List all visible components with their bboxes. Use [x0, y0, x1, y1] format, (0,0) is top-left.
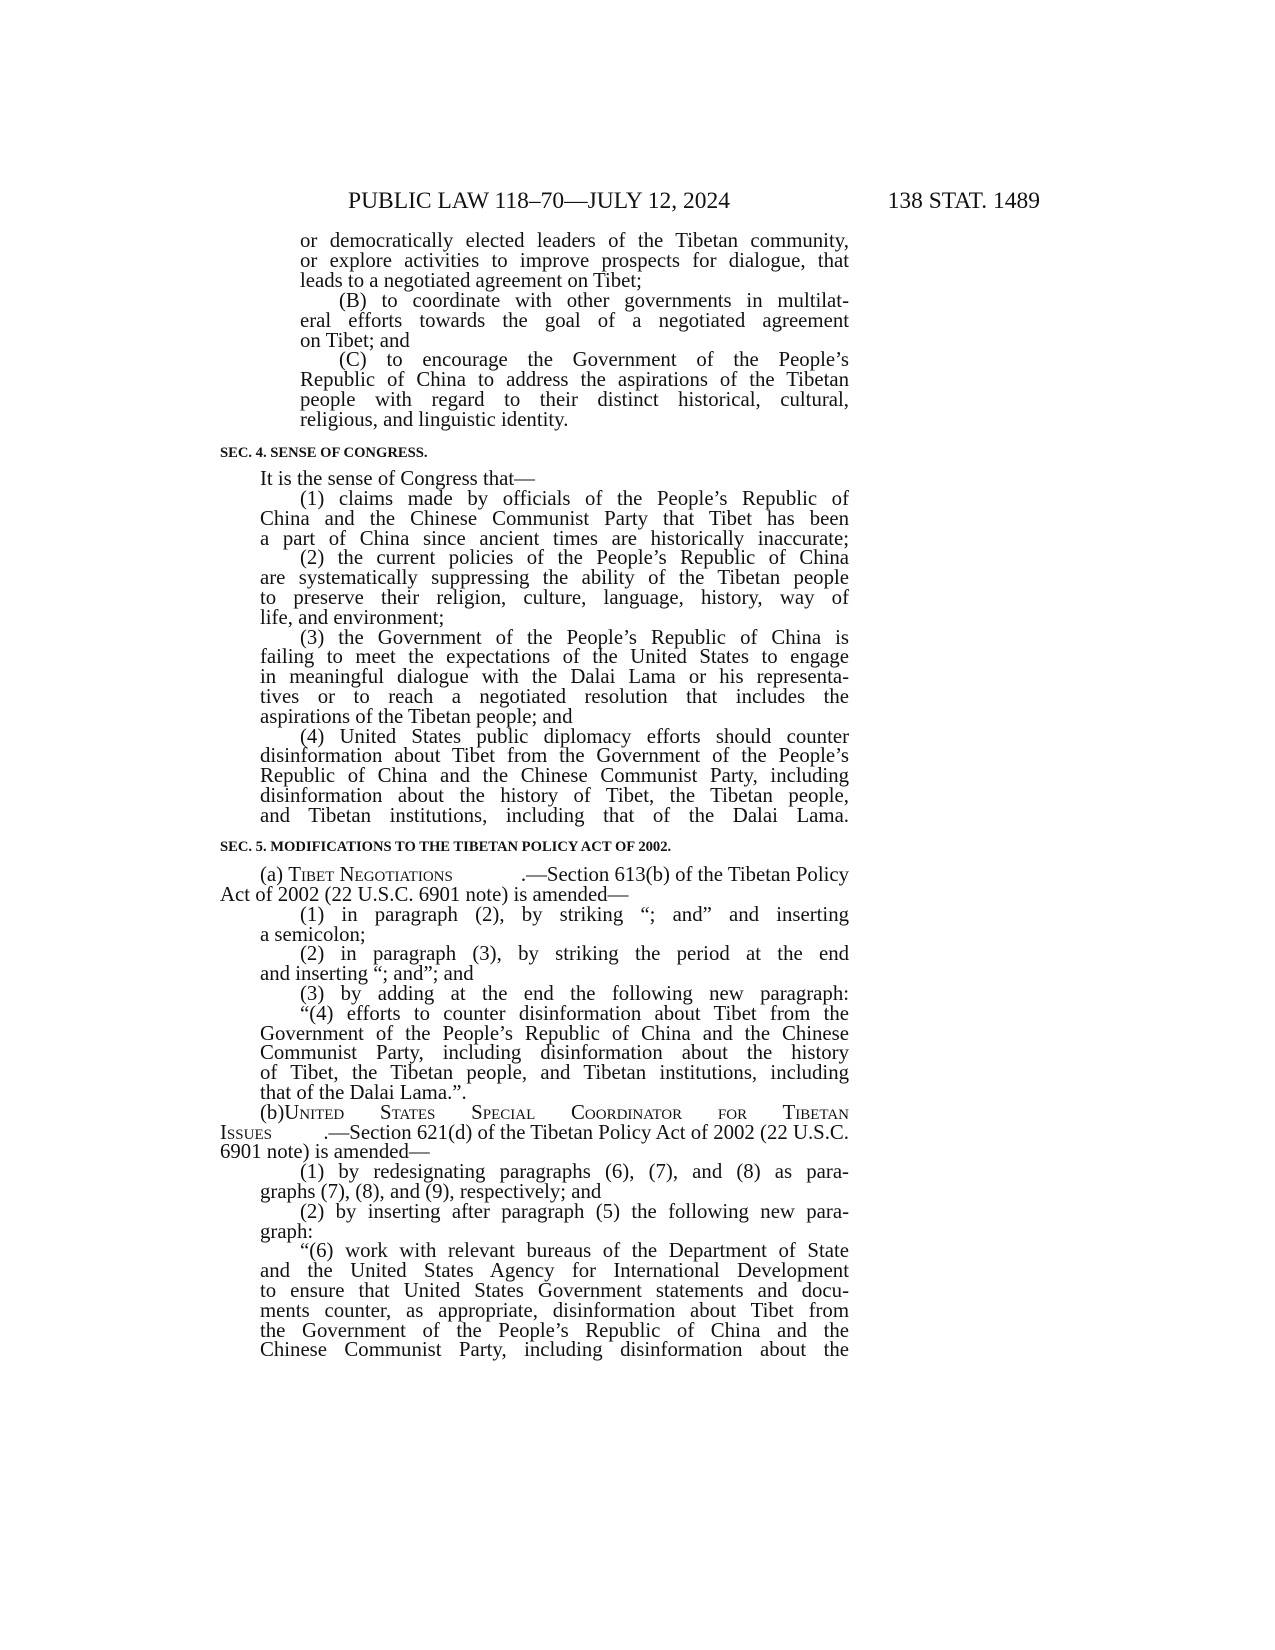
text-line: on Tibet; and [300, 329, 410, 352]
text-line: failing to meet the expectations of the United States to engage [260, 645, 849, 668]
text-line: and inserting “; and”; and [260, 962, 474, 985]
subsection-a-line [260, 864, 849, 885]
subsection-b-heading: United States Special Coordinator for Tibetan [284, 1101, 849, 1124]
text-line: of Tibet, the Tibetan people, and Tibetan institutions, including [260, 1061, 849, 1084]
section-5-heading: SEC. 5. MODIFICATIONS TO THE TIBETAN POLICY ACT OF 2002. [220, 839, 672, 855]
paragraph-4: (4) United States public diplomacy efforts should counter [300, 725, 849, 748]
text-line: people with regard to their distinct historical, cultural, [300, 388, 849, 411]
text-line: are systematically suppressing the ability of the Tibetan people [260, 566, 849, 589]
text-line: a part of China since ancient times are historically inaccurate; [260, 527, 849, 550]
text-line: and the United States Agency for International Development [260, 1259, 849, 1282]
section-4-heading: SEC. 4. SENSE OF CONGRESS. [220, 445, 428, 461]
text-line: ments counter, as appropriate, disinformation about Tibet from [260, 1299, 849, 1322]
text-line: tives or to reach a negotiated resolution that includes the [260, 685, 849, 708]
subsection-b-heading-end: Issues [220, 1121, 272, 1144]
text-line: a semicolon; [260, 923, 366, 946]
text-line: and Tibetan institutions, including that of the Dalai Lama. [260, 804, 849, 827]
quoted-paragraph-6: “(6) work with relevant bureaus of the Department of State [300, 1239, 849, 1262]
text-line: leads to a negotiated agreement on Tibet; [300, 269, 642, 292]
clause-b: (B) to coordinate with other governments in multilat- [339, 289, 849, 312]
text-line: It is the sense of Congress that— [260, 467, 535, 490]
text-line: eral efforts towards the goal of a negotiated agreement [300, 309, 849, 332]
text-line: religious, and linguistic identity. [300, 408, 569, 431]
text-line: in meaningful dialogue with the Dalai Lama or his representa- [260, 665, 849, 688]
text-line: aspirations of the Tibetan people; and [260, 705, 573, 728]
paragraph-2: (2) the current policies of the People’s Republic of China [300, 546, 849, 569]
text-line: 6901 note) is amended— [220, 1140, 430, 1163]
clause-c: (C) to encourage the Government of the People’s [339, 348, 849, 371]
paragraph-1: (1) claims made by officials of the People’s Republic of [300, 487, 849, 510]
amendment-3: (3) by adding at the end the following new paragraph: [300, 982, 849, 1005]
subsection-a-heading: Tibet Negotiations [288, 863, 453, 886]
amendment-b-2: (2) by inserting after paragraph (5) the following new para- [300, 1200, 849, 1223]
text-line: Republic of China and the Chinese Communist Party, including [260, 764, 849, 787]
statute-page-number: 138 STAT. 1489 [887, 188, 1040, 214]
subsection-b-label: (b) [260, 1101, 285, 1124]
paragraph-3: (3) the Government of the People’s Republic of China is [300, 626, 849, 649]
amendment-1: (1) in paragraph (2), by striking “; and” and inserting [300, 903, 849, 926]
text-line: Communist Party, including disinformation about the history [260, 1041, 849, 1064]
page-header [348, 186, 1040, 216]
text-line: or explore activities to improve prospects for dialogue, that [300, 249, 849, 272]
subsection-b-line [260, 1102, 849, 1123]
text-line: that of the Dalai Lama.”. [260, 1081, 467, 1104]
text-line: graph: [260, 1220, 314, 1243]
text-line: Government of the People’s Republic of China and the Chinese [260, 1022, 849, 1045]
public-law-title: PUBLIC LAW 118–70—JULY 12, 2024 [348, 188, 730, 214]
text-line: to ensure that United States Government statements and docu- [260, 1279, 849, 1302]
text-line: China and the Chinese Communist Party that Tibet has been [260, 507, 849, 530]
text-line: the Government of the People’s Republic of China and the [260, 1319, 849, 1342]
text-line: graphs (7), (8), and (9), respectively; and [260, 1180, 602, 1203]
subsection-b-text: .—Section 621(d) of the Tibetan Policy Act of 2002 (22 U.S.C. [323, 1121, 849, 1144]
subsection-a-text: .—Section 613(b) of the Tibetan Policy [520, 863, 849, 886]
amendment-2: (2) in paragraph (3), by striking the period at the end [300, 942, 849, 965]
subsection-a-label: (a) Tibet Negotiations [260, 863, 453, 886]
quoted-paragraph-4: “(4) efforts to counter disinformation about Tibet from the [300, 1002, 849, 1025]
text-line: life, and environment; [260, 606, 445, 629]
text-line: Republic of China to address the aspirations of the Tibetan [300, 368, 849, 391]
text-line: Chinese Communist Party, including disinformation about the [260, 1338, 849, 1361]
text-line: Act of 2002 (22 U.S.C. 6901 note) is amended— [220, 883, 629, 906]
text-line: disinformation about Tibet from the Government of the People’s [260, 744, 849, 767]
text-line: or democratically elected leaders of the Tibetan community, [300, 229, 849, 252]
text-line: disinformation about the history of Tibet, the Tibetan people, [260, 784, 849, 807]
amendment-b-1: (1) by redesignating paragraphs (6), (7), and (8) as para- [300, 1160, 849, 1183]
text-line: to preserve their religion, culture, language, history, way of [260, 586, 849, 609]
